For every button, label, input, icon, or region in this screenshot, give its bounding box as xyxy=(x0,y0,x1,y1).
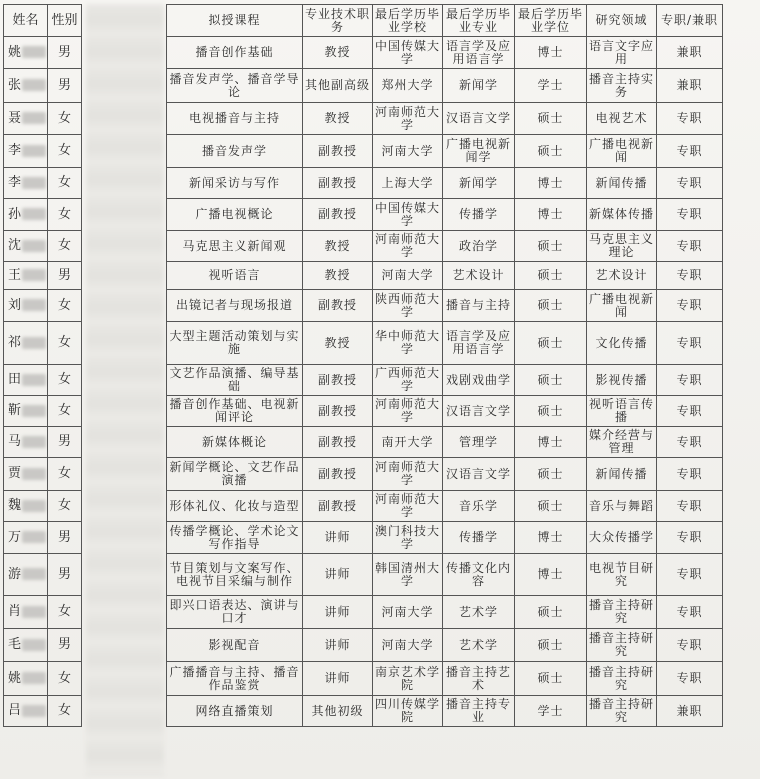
sex-cell: 男 xyxy=(48,262,82,290)
name-cell xyxy=(4,262,48,290)
title-cell: 副教授 xyxy=(303,458,373,491)
redacted-given-name xyxy=(22,606,46,618)
redacted-given-name xyxy=(22,468,46,480)
name-cell xyxy=(4,396,48,427)
sex-cell: 女 xyxy=(48,103,82,135)
table-row xyxy=(167,168,723,199)
type-cell: 专职 xyxy=(657,231,723,262)
type-cell: 兼职 xyxy=(657,37,723,69)
redacted-given-name xyxy=(22,208,46,220)
left-table xyxy=(3,4,82,727)
school-cell: 河南师范大学 xyxy=(373,491,443,522)
table-row xyxy=(167,596,723,629)
surname: 孙 xyxy=(8,206,22,222)
surname: 毛 xyxy=(8,637,22,652)
sex-cell: 女 xyxy=(48,199,82,231)
redacted-given-name xyxy=(22,374,46,386)
title-cell: 其他副高级 xyxy=(303,69,373,103)
table-row xyxy=(167,554,723,596)
major-cell: 管理学 xyxy=(443,427,515,458)
surname: 马 xyxy=(8,434,22,449)
degree-cell: 硕士 xyxy=(515,322,587,365)
degree-cell: 博士 xyxy=(515,37,587,69)
table-row xyxy=(4,458,82,491)
sex-cell: 女 xyxy=(48,458,82,491)
surname: 李 xyxy=(8,175,22,190)
table-row xyxy=(4,231,82,262)
surname: 聂 xyxy=(8,110,22,126)
field-cell: 语言文字应用 xyxy=(587,37,657,69)
header-major: 最后学历毕业专业 xyxy=(443,5,515,37)
type-cell: 专职 xyxy=(657,322,723,365)
table-row xyxy=(167,37,723,69)
sex-cell: 女 xyxy=(48,396,82,427)
school-cell: 广西师范大学 xyxy=(373,365,443,396)
major-cell: 艺术设计 xyxy=(443,262,515,290)
header-sex: 性别 xyxy=(48,5,82,37)
sex-cell: 男 xyxy=(48,69,82,103)
table-row xyxy=(4,365,82,396)
degree-cell: 硕士 xyxy=(515,458,587,491)
sex-cell: 男 xyxy=(48,522,82,554)
redacted-given-name xyxy=(22,177,46,189)
sex-cell: 女 xyxy=(48,365,82,396)
degree-cell: 硕士 xyxy=(515,231,587,262)
table-row xyxy=(167,322,723,365)
title-cell: 教授 xyxy=(303,103,373,135)
degree-cell: 硕士 xyxy=(515,365,587,396)
name-cell xyxy=(4,322,48,365)
degree-cell: 硕士 xyxy=(515,135,587,168)
sex-cell: 女 xyxy=(48,135,82,168)
surname: 姚 xyxy=(8,670,22,686)
name-cell xyxy=(4,199,48,231)
left-header-row xyxy=(4,5,82,37)
major-cell: 传播文化内容 xyxy=(443,554,515,596)
name-cell xyxy=(4,522,48,554)
header-name: 姓名 xyxy=(4,5,48,37)
sex-cell: 男 xyxy=(48,37,82,69)
redacted-given-name xyxy=(22,568,46,580)
table-row xyxy=(4,522,82,554)
name-cell xyxy=(4,629,48,662)
major-cell: 播音与主持 xyxy=(443,290,515,322)
course-cell: 文艺作品演播、编导基础 xyxy=(167,365,303,396)
sex-cell: 女 xyxy=(48,231,82,262)
school-cell: 河南大学 xyxy=(373,135,443,168)
name-cell xyxy=(4,662,48,696)
type-cell: 专职 xyxy=(657,365,723,396)
table-row xyxy=(4,396,82,427)
major-cell: 传播学 xyxy=(443,522,515,554)
table-row xyxy=(4,662,82,696)
name-cell xyxy=(4,290,48,322)
redacted-given-name xyxy=(22,240,46,252)
major-cell: 广播电视新闻学 xyxy=(443,135,515,168)
table-row xyxy=(167,69,723,103)
redacted-given-name xyxy=(22,145,46,157)
name-cell xyxy=(4,427,48,458)
table-row xyxy=(4,696,82,727)
title-cell: 讲师 xyxy=(303,522,373,554)
table-row xyxy=(4,199,82,231)
field-cell: 广播电视新闻 xyxy=(587,290,657,322)
name-cell xyxy=(4,696,48,727)
title-cell: 副教授 xyxy=(303,168,373,199)
name-cell xyxy=(4,458,48,491)
title-cell: 教授 xyxy=(303,231,373,262)
course-cell: 播音发声学 xyxy=(167,135,303,168)
name-cell xyxy=(4,103,48,135)
type-cell: 专职 xyxy=(657,629,723,662)
degree-cell: 硕士 xyxy=(515,596,587,629)
redacted-given-name xyxy=(22,639,46,651)
title-cell: 教授 xyxy=(303,37,373,69)
title-cell: 讲师 xyxy=(303,554,373,596)
table-row xyxy=(167,396,723,427)
field-cell: 大众传播学 xyxy=(587,522,657,554)
field-cell: 新闻传播 xyxy=(587,458,657,491)
name-cell xyxy=(4,365,48,396)
course-cell: 视听语言 xyxy=(167,262,303,290)
sex-cell: 女 xyxy=(48,596,82,629)
sex-cell: 女 xyxy=(48,168,82,199)
redacted-given-name xyxy=(22,337,46,349)
title-cell: 副教授 xyxy=(303,396,373,427)
table-row xyxy=(167,103,723,135)
major-cell: 传播学 xyxy=(443,199,515,231)
type-cell: 专职 xyxy=(657,168,723,199)
right-header-row xyxy=(167,5,723,37)
school-cell: 河南大学 xyxy=(373,596,443,629)
major-cell: 政治学 xyxy=(443,231,515,262)
major-cell: 艺术学 xyxy=(443,629,515,662)
redacted-given-name xyxy=(22,79,46,91)
title-cell: 讲师 xyxy=(303,596,373,629)
title-cell: 副教授 xyxy=(303,199,373,231)
table-row xyxy=(167,199,723,231)
major-cell: 汉语言文学 xyxy=(443,396,515,427)
table-row xyxy=(167,290,723,322)
school-cell: 河南师范大学 xyxy=(373,231,443,262)
type-cell: 专职 xyxy=(657,135,723,168)
school-cell: 中国传媒大学 xyxy=(373,37,443,69)
title-cell: 副教授 xyxy=(303,427,373,458)
course-cell: 出镜记者与现场报道 xyxy=(167,290,303,322)
surname: 姚 xyxy=(8,44,22,60)
course-cell: 网络直播策划 xyxy=(167,696,303,727)
table-row xyxy=(4,322,82,365)
table-row xyxy=(4,290,82,322)
course-cell: 电视播音与主持 xyxy=(167,103,303,135)
table-row xyxy=(167,522,723,554)
school-cell: 南京艺术学院 xyxy=(373,662,443,696)
table-row xyxy=(167,458,723,491)
surname: 万 xyxy=(8,529,22,545)
type-cell: 专职 xyxy=(657,103,723,135)
table-row xyxy=(167,262,723,290)
table-row xyxy=(4,262,82,290)
header-degree: 最后学历毕业学位 xyxy=(515,5,587,37)
name-cell xyxy=(4,231,48,262)
type-cell: 专职 xyxy=(657,290,723,322)
course-cell: 形体礼仪、化妆与造型 xyxy=(167,491,303,522)
course-cell: 播音创作基础、电视新闻评论 xyxy=(167,396,303,427)
table-row xyxy=(167,427,723,458)
course-cell: 广播播音与主持、播音作品鉴赏 xyxy=(167,662,303,696)
right-table xyxy=(166,4,723,727)
title-cell: 讲师 xyxy=(303,662,373,696)
field-cell: 马克思主义理论 xyxy=(587,231,657,262)
field-cell: 视听语言传播 xyxy=(587,396,657,427)
degree-cell: 博士 xyxy=(515,199,587,231)
degree-cell: 硕士 xyxy=(515,662,587,696)
school-cell: 河南师范大学 xyxy=(373,396,443,427)
table-row xyxy=(167,135,723,168)
sex-cell: 女 xyxy=(48,662,82,696)
type-cell: 专职 xyxy=(657,596,723,629)
field-cell: 播音主持研究 xyxy=(587,662,657,696)
header-course: 拟授课程 xyxy=(167,5,303,37)
school-cell: 河南师范大学 xyxy=(373,458,443,491)
redacted-given-name xyxy=(22,112,46,124)
type-cell: 专职 xyxy=(657,458,723,491)
table-row xyxy=(167,662,723,696)
sex-cell: 男 xyxy=(48,629,82,662)
surname: 游 xyxy=(8,566,22,582)
title-cell: 副教授 xyxy=(303,365,373,396)
sex-cell: 男 xyxy=(48,427,82,458)
table-row xyxy=(4,69,82,103)
major-cell: 新闻学 xyxy=(443,168,515,199)
redacted-given-name xyxy=(22,405,46,417)
title-cell: 副教授 xyxy=(303,135,373,168)
field-cell: 广播电视新闻 xyxy=(587,135,657,168)
type-cell: 兼职 xyxy=(657,696,723,727)
table-row xyxy=(4,491,82,522)
name-cell xyxy=(4,491,48,522)
sex-cell: 女 xyxy=(48,696,82,727)
field-cell: 文化传播 xyxy=(587,322,657,365)
surname: 祁 xyxy=(8,335,22,350)
major-cell: 语言学及应用语言学 xyxy=(443,322,515,365)
header-type: 专职/兼职 xyxy=(657,5,723,37)
name-cell xyxy=(4,69,48,103)
school-cell: 河南大学 xyxy=(373,262,443,290)
title-cell: 讲师 xyxy=(303,629,373,662)
field-cell: 播音主持研究 xyxy=(587,629,657,662)
course-cell: 广播电视概论 xyxy=(167,199,303,231)
blurred-region xyxy=(86,4,164,776)
major-cell: 汉语言文学 xyxy=(443,458,515,491)
course-cell: 马克思主义新闻观 xyxy=(167,231,303,262)
redacted-given-name xyxy=(22,269,46,281)
table-row xyxy=(167,365,723,396)
table-row xyxy=(167,629,723,662)
degree-cell: 博士 xyxy=(515,168,587,199)
major-cell: 汉语言文学 xyxy=(443,103,515,135)
school-cell: 四川传媒学院 xyxy=(373,696,443,727)
name-cell xyxy=(4,37,48,69)
surname: 田 xyxy=(8,372,22,387)
type-cell: 兼职 xyxy=(657,69,723,103)
name-cell xyxy=(4,135,48,168)
surname: 肖 xyxy=(8,604,22,619)
degree-cell: 博士 xyxy=(515,554,587,596)
major-cell: 语言学及应用语言学 xyxy=(443,37,515,69)
school-cell: 河南大学 xyxy=(373,629,443,662)
course-cell: 新媒体概论 xyxy=(167,427,303,458)
major-cell: 新闻学 xyxy=(443,69,515,103)
field-cell: 影视传播 xyxy=(587,365,657,396)
school-cell: 韩国清州大学 xyxy=(373,554,443,596)
redacted-given-name xyxy=(22,436,46,448)
major-cell: 戏剧戏曲学 xyxy=(443,365,515,396)
type-cell: 专职 xyxy=(657,199,723,231)
table-row xyxy=(4,103,82,135)
surname: 李 xyxy=(8,143,22,158)
table-row xyxy=(167,491,723,522)
redacted-given-name xyxy=(22,299,46,311)
field-cell: 播音主持实务 xyxy=(587,69,657,103)
surname: 沈 xyxy=(8,238,22,253)
surname: 魏 xyxy=(8,498,22,513)
school-cell: 澳门科技大学 xyxy=(373,522,443,554)
field-cell: 音乐与舞蹈 xyxy=(587,491,657,522)
field-cell: 艺术设计 xyxy=(587,262,657,290)
degree-cell: 学士 xyxy=(515,696,587,727)
title-cell: 其他初级 xyxy=(303,696,373,727)
table-row xyxy=(4,629,82,662)
major-cell: 音乐学 xyxy=(443,491,515,522)
course-cell: 大型主题活动策划与实施 xyxy=(167,322,303,365)
redacted-given-name xyxy=(22,531,46,543)
redacted-given-name xyxy=(22,500,46,512)
sex-cell: 女 xyxy=(48,290,82,322)
redacted-given-name xyxy=(22,705,46,717)
title-cell: 副教授 xyxy=(303,491,373,522)
degree-cell: 硕士 xyxy=(515,629,587,662)
table-row xyxy=(4,168,82,199)
surname: 王 xyxy=(8,267,22,283)
degree-cell: 硕士 xyxy=(515,262,587,290)
table-row xyxy=(4,427,82,458)
degree-cell: 博士 xyxy=(515,522,587,554)
school-cell: 南开大学 xyxy=(373,427,443,458)
degree-cell: 硕士 xyxy=(515,103,587,135)
table-row xyxy=(4,554,82,596)
field-cell: 播音主持研究 xyxy=(587,696,657,727)
type-cell: 专职 xyxy=(657,491,723,522)
redacted-given-name xyxy=(22,672,46,684)
course-cell: 影视配音 xyxy=(167,629,303,662)
header-field: 研究领域 xyxy=(587,5,657,37)
course-cell: 节目策划与文案写作、电视节目采编与制作 xyxy=(167,554,303,596)
table-row xyxy=(167,696,723,727)
name-cell xyxy=(4,168,48,199)
type-cell: 专职 xyxy=(657,662,723,696)
degree-cell: 学士 xyxy=(515,69,587,103)
school-cell: 河南师范大学 xyxy=(373,103,443,135)
school-cell: 郑州大学 xyxy=(373,69,443,103)
surname: 贾 xyxy=(8,466,22,481)
table-row xyxy=(4,37,82,69)
course-cell: 新闻学概论、文艺作品演播 xyxy=(167,458,303,491)
school-cell: 上海大学 xyxy=(373,168,443,199)
degree-cell: 硕士 xyxy=(515,290,587,322)
course-cell: 播音发声学、播音学导论 xyxy=(167,69,303,103)
course-cell: 即兴口语表达、演讲与口才 xyxy=(167,596,303,629)
school-cell: 华中师范大学 xyxy=(373,322,443,365)
type-cell: 专职 xyxy=(657,427,723,458)
field-cell: 播音主持研究 xyxy=(587,596,657,629)
school-cell: 中国传媒大学 xyxy=(373,199,443,231)
type-cell: 专职 xyxy=(657,554,723,596)
degree-cell: 硕士 xyxy=(515,396,587,427)
major-cell: 艺术学 xyxy=(443,596,515,629)
surname: 张 xyxy=(8,77,22,93)
course-cell: 传播学概论、学术论文写作指导 xyxy=(167,522,303,554)
sex-cell: 女 xyxy=(48,322,82,365)
sex-cell: 女 xyxy=(48,491,82,522)
redacted-given-name xyxy=(22,46,46,58)
course-cell: 新闻采访与写作 xyxy=(167,168,303,199)
surname: 吕 xyxy=(8,703,22,718)
sex-cell: 男 xyxy=(48,554,82,596)
header-school: 最后学历毕业学校 xyxy=(373,5,443,37)
school-cell: 陕西师范大学 xyxy=(373,290,443,322)
major-cell: 播音主持艺术 xyxy=(443,662,515,696)
surname: 靳 xyxy=(8,403,22,418)
name-cell xyxy=(4,554,48,596)
degree-cell: 博士 xyxy=(515,427,587,458)
field-cell: 新媒体传播 xyxy=(587,199,657,231)
name-cell xyxy=(4,596,48,629)
major-cell: 播音主持专业 xyxy=(443,696,515,727)
surname: 刘 xyxy=(8,297,22,313)
field-cell: 新闻传播 xyxy=(587,168,657,199)
title-cell: 教授 xyxy=(303,322,373,365)
field-cell: 电视节目研究 xyxy=(587,554,657,596)
field-cell: 电视艺术 xyxy=(587,103,657,135)
table-row xyxy=(167,231,723,262)
type-cell: 专职 xyxy=(657,262,723,290)
header-title: 专业技术职务 xyxy=(303,5,373,37)
field-cell: 媒介经营与管理 xyxy=(587,427,657,458)
type-cell: 专职 xyxy=(657,396,723,427)
title-cell: 教授 xyxy=(303,262,373,290)
table-row xyxy=(4,135,82,168)
course-cell: 播音创作基础 xyxy=(167,37,303,69)
table-row xyxy=(4,596,82,629)
degree-cell: 硕士 xyxy=(515,491,587,522)
type-cell: 专职 xyxy=(657,522,723,554)
title-cell: 副教授 xyxy=(303,290,373,322)
